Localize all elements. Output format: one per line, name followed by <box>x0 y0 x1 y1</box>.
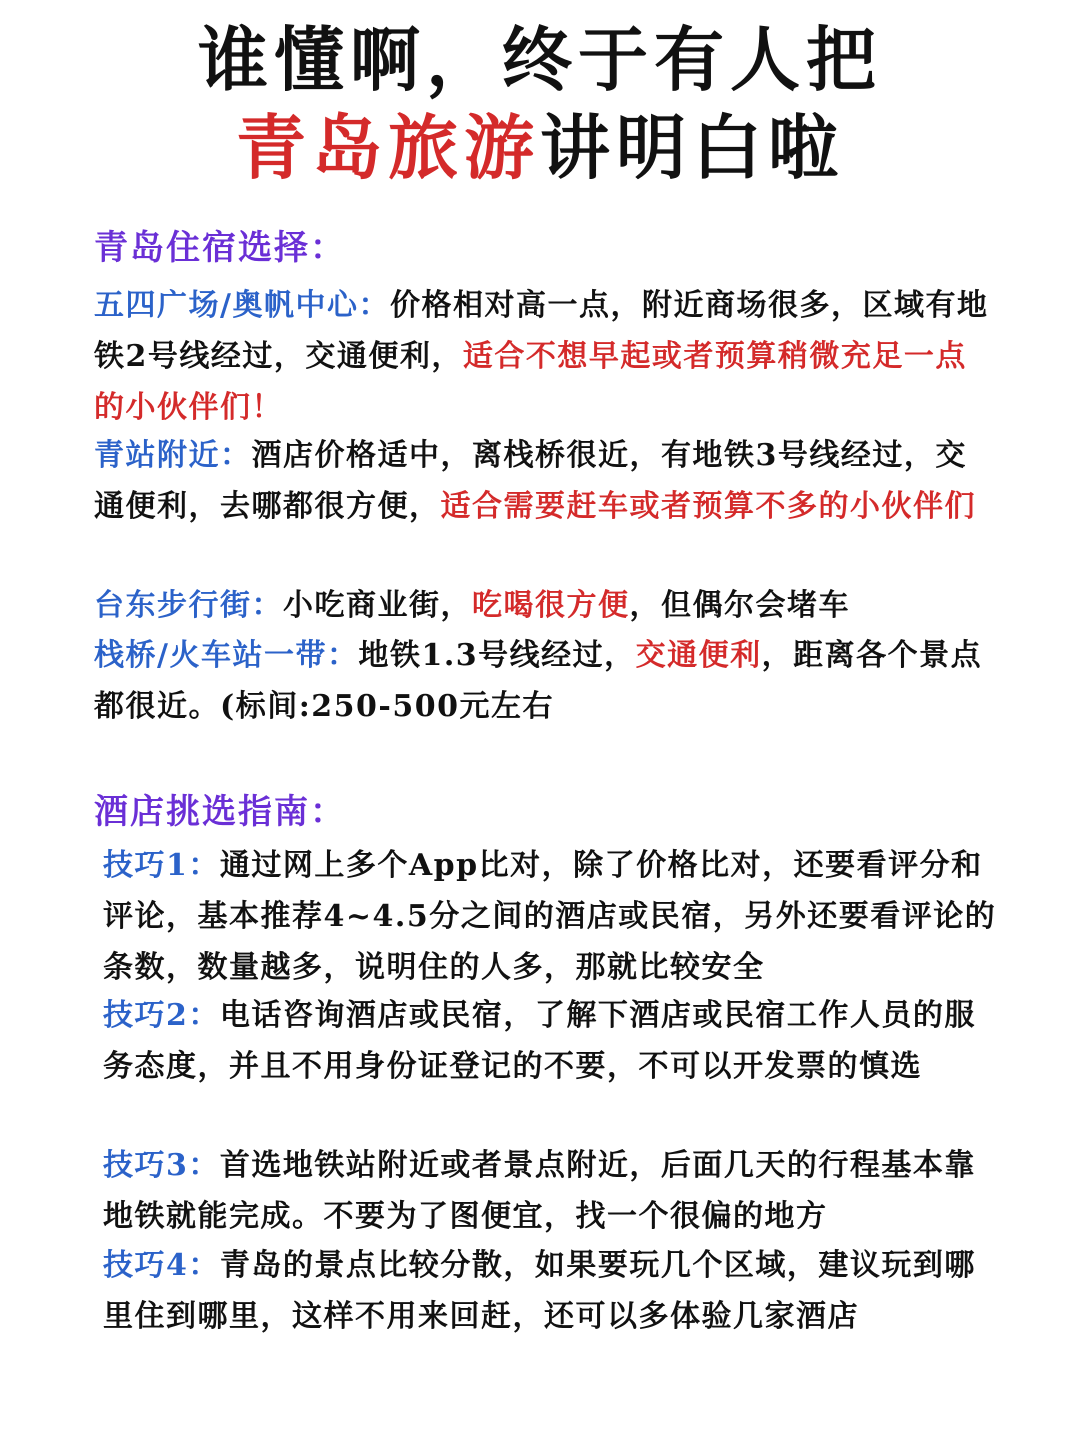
item-highlight: 交通便利 <box>635 638 762 673</box>
tip-item <box>103 1140 983 1242</box>
title-line-1-text: 谁懂啊，终于有人把 <box>198 19 882 101</box>
title-line-2 <box>0 107 1080 189</box>
accommodation-item <box>94 430 994 532</box>
tip-item <box>103 1240 1003 1342</box>
accommodation-item <box>94 630 994 732</box>
title-line-1 <box>0 19 1080 101</box>
accommodation-item <box>94 580 994 631</box>
tip-text: 电话咨询酒店或民宿，了解下酒店或民宿工作人员的服务态度，并且不用身份证登记的不要，不可以开发票的慎选 <box>103 998 976 1084</box>
tip-label: 技巧2： <box>103 998 220 1033</box>
item-highlight: 适合不想早起或者预算稍微充足一点的小伙伴们！ <box>94 339 967 425</box>
tip-text: 青岛的景点比较分散，如果要玩几个区域，建议玩到哪里住到哪里，这样不用来回赶，还可以多体验几家酒店 <box>103 1248 976 1334</box>
title-line-2-text: 讲明白啦 <box>540 107 844 189</box>
item-text: 价格相对高一点，附近商场很多，区域有地铁2号线经过，交通便利， <box>94 288 989 374</box>
accommodation-item <box>94 280 994 433</box>
section-heading-hotel-guide: 酒店挑选指南： <box>94 792 346 832</box>
item-label: 台东步行街： <box>94 588 283 623</box>
tip-text: 通过网上多个App比对，除了价格比对，还要看评分和评论，基本推荐4~4.5分之间的酒店或民宿，另外还要看评论的条数，数量越多，说明住的人多，那就比较安全 <box>103 848 997 985</box>
tip-label: 技巧4： <box>103 1248 220 1283</box>
tip-label: 技巧3： <box>103 1148 220 1183</box>
item-label: 栈桥/火车站一带： <box>94 638 359 673</box>
section-heading-accommodation: 青岛住宿选择： <box>94 228 346 268</box>
tip-text: 首选地铁站附近或者景点附近，后面几天的行程基本靠地铁就能完成。不要为了图便宜，找一个很偏的地方 <box>103 1148 976 1234</box>
item-text: 小吃商业街， <box>283 588 472 623</box>
tip-item <box>103 990 1003 1092</box>
tip-item <box>103 840 1003 993</box>
title-highlight: 青岛旅游 <box>236 107 540 189</box>
item-label: 五四广场/奥帆中心： <box>94 288 390 323</box>
item-label: 青站附近： <box>94 438 252 473</box>
item-tail: ，距离各个景点都很近。(标间:250-500元左右 <box>94 638 983 724</box>
item-highlight: 吃喝很方便 <box>472 588 630 623</box>
item-tail: ，但偶尔会堵车 <box>629 588 850 623</box>
item-text: 地铁1.3号线经过， <box>358 638 636 673</box>
item-highlight: 适合需要赶车或者预算不多的小伙伴们 <box>440 489 976 524</box>
item-text: 酒店价格适中，离栈桥很近，有地铁3号线经过，交通便利，去哪都很方便， <box>94 438 967 524</box>
tip-label: 技巧1： <box>103 848 220 883</box>
